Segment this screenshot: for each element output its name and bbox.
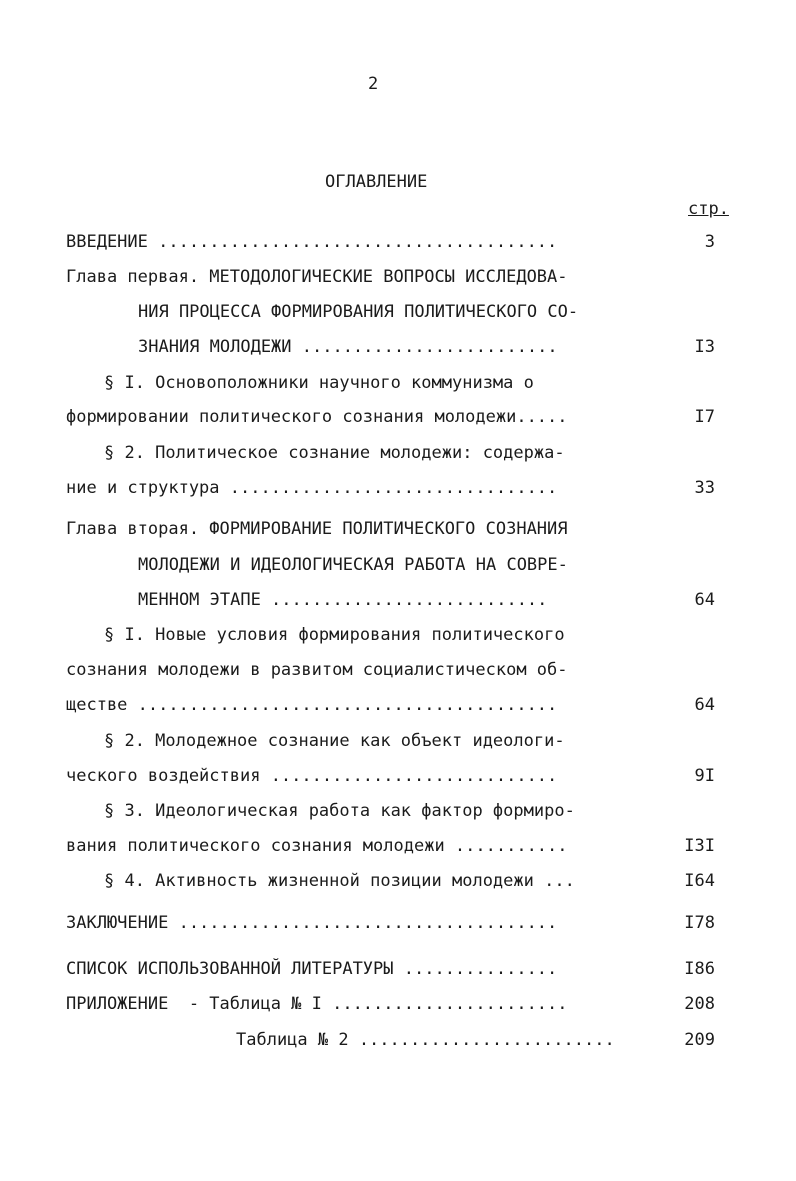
toc-entry-line: ЗНАНИЯ МОЛОДЕЖИ ......................... — [138, 337, 558, 357]
toc-entry-page: I3 — [694, 337, 715, 357]
toc-entry-line: ПРИЛОЖЕНИЕ - Таблица № I ....................... — [66, 994, 568, 1014]
toc-entry-line: § I. Новые условия формирования политического — [104, 625, 565, 645]
toc-entry-page: 33 — [694, 478, 715, 498]
toc-entry-page: I64 — [684, 871, 715, 891]
toc-entry-line: формировании политического сознания молодежи..... — [66, 407, 568, 427]
toc-entry-line: Глава первая. МЕТОДОЛОГИЧЕСКИЕ ВОПРОСЫ ИССЛЕДОВА- — [66, 267, 568, 287]
toc-entry-line: ние и структура ................................ — [66, 478, 558, 498]
toc-entry-page: I3I — [684, 836, 715, 856]
toc-entry-page: 3 — [704, 232, 715, 252]
toc-entry-line: ществе ......................................... — [66, 695, 558, 715]
toc-entry-line: § 2. Политическое сознание молодежи: содержа- — [104, 443, 565, 463]
toc-title: ОГЛАВЛЕНИЕ — [325, 172, 428, 192]
toc-entry-line: вания политического сознания молодежи ........... — [66, 836, 568, 856]
toc-entry-line: § 3. Идеологическая работа как фактор формиро- — [104, 801, 575, 821]
toc-entry-line: НИЯ ПРОЦЕССА ФОРМИРОВАНИЯ ПОЛИТИЧЕСКОГО СО- — [138, 302, 579, 322]
toc-entry-line: Таблица № 2 ......................... — [236, 1030, 615, 1050]
toc-entry-line: МЕННОМ ЭТАПЕ ........................... — [138, 590, 548, 610]
toc-entry-page: I86 — [684, 959, 715, 979]
toc-entry-line: ческого воздействия ............................ — [66, 766, 558, 786]
toc-entry-line: СПИСОК ИСПОЛЬЗОВАННОЙ ЛИТЕРАТУРЫ ............... — [66, 959, 558, 979]
toc-entry-line: § I. Основоположники научного коммунизма о — [104, 373, 534, 393]
toc-entry-line: МОЛОДЕЖИ И ИДЕОЛОГИЧЕСКАЯ РАБОТА НА СОВРЕ- — [138, 555, 568, 575]
page-number: 2 — [368, 74, 379, 94]
toc-entry-line: Глава вторая. ФОРМИРОВАНИЕ ПОЛИТИЧЕСКОГО СОЗНАНИЯ — [66, 519, 568, 539]
toc-entry-page: 208 — [684, 994, 715, 1014]
toc-entry-page: I7 — [694, 407, 715, 427]
toc-entry-line: ЗАКЛЮЧЕНИЕ ..................................... — [66, 913, 558, 933]
toc-entry-page: 9I — [694, 766, 715, 786]
toc-entry-line: § 4. Активность жизненной позиции молодежи ... — [104, 871, 575, 891]
toc-entry-page: 209 — [684, 1030, 715, 1050]
toc-entry-page: I78 — [684, 913, 715, 933]
toc-entry-page: 64 — [694, 695, 715, 715]
toc-entry-line: § 2. Молодежное сознание как объект идеологи- — [104, 731, 565, 751]
toc-entry-line: сознания молодежи в развитом социалистическом об- — [66, 660, 568, 680]
toc-entry-line: ВВЕДЕНИЕ ....................................... — [66, 232, 558, 252]
page-column-header: стр. — [688, 199, 729, 219]
toc-entry-page: 64 — [694, 590, 715, 610]
